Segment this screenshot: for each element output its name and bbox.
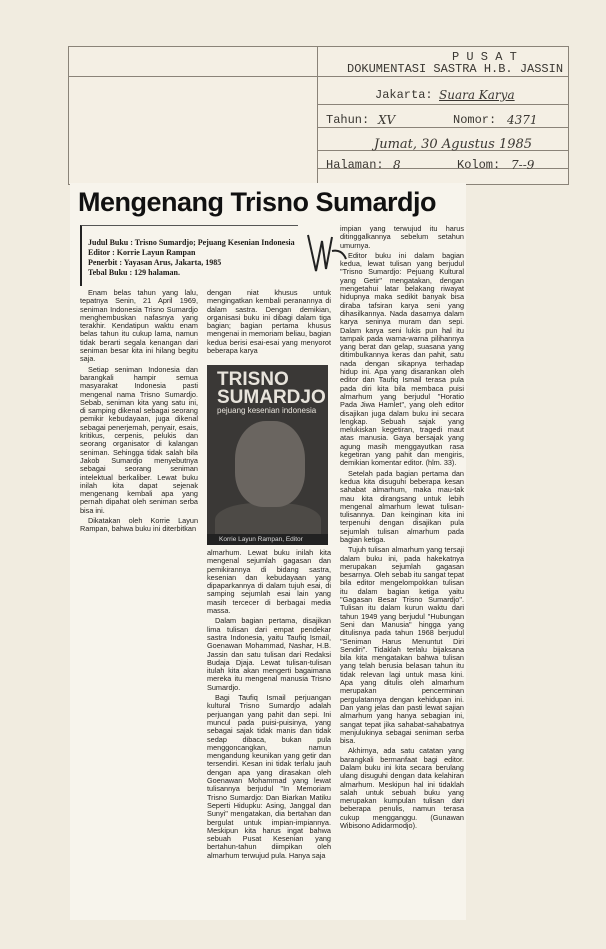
year-value: XV xyxy=(378,113,396,127)
year-label: Tahun: xyxy=(326,113,370,127)
paragraph: Editor buku ini dalam bagian kedua, lewat tulisan yang berjudul "Trisno Sumardjo: Pejuang Kultural yang Getir" mengatakan, dengan mengetahui latar belakang riwayat hidupnya maka sedikit banyak bisa diraba tafsiran karya seni yang dihasilkannya. Nada dasarnya dalam karya seninya muram dan sepi. Dalam karya seni lukis pun hal itu tampak pada warna-warna pilihannya yang berat dan gelap, suasana yang ditimbulkannya keras dan pahit, satu nada dengan sikapnya terhadap hidup ini. Apa yang disarankan oleh editor dan Taufiq Ismail terasa pula pada diri kita bila membaca puisi almarhum yang berjudul "Horatio Pada Jiwa Hamlet", yang oleh editor disajikan juga dalam buku ini secara lengkap. Sebuah sajak yang melukiskan kegetiran, tragedi maut atas manusia. Gaya bersajak yang agung masih menggayutkan rasa kegetiran yang pahit dan mengiris, demikian komentar editor. (hlm. 33). xyxy=(340,250,464,468)
cover-title: TRISNO SUMARDJO xyxy=(217,369,326,408)
cover-subtitle: pejuang kesenian indonesia xyxy=(217,406,317,415)
book-info-box xyxy=(80,225,298,286)
paragraph: dengan niat khusus untuk mengingatkan kembali peranannya di dalam sastra. Dengan demikian, organisasi buku ini dibagi dalam tiga bagian; bagian pertama khusus mengenai in memoriam beliau, bagian kedua berisi esai-esai yang menyorot beberapa karya xyxy=(207,289,331,355)
paragraph: Dalam bagian pertama, disajikan lima tulisan dari empat pendekar sastra Indonesia, yaitu Taufiq Ismail, Goenawan Mohammad, Nashar, H.B. Jassin dan satu tulisan dari Redaksi Budaja Djaja. Lewat tulisan-tulisan itulah kita akan mengerti bagaimana mereka itu mengenal manusia Trisno Sumardjo. xyxy=(207,616,331,692)
column-value: 7--9 xyxy=(511,158,535,172)
page-label: Halaman: xyxy=(326,158,384,172)
institution-line2: DOKUMENTASI SASTRA H.B. JASSIN xyxy=(347,62,564,76)
paragraph: Dikatakan oleh Korrie Layun Rampan, bahwa buku ini diterbitkan xyxy=(80,516,198,534)
article-column-2-bottom xyxy=(207,549,331,920)
article-column-2-top xyxy=(207,289,331,355)
newspaper-name: Suara Karya xyxy=(439,88,515,102)
column-label: Kolom: xyxy=(457,158,501,172)
paragraph: Bagi Taufiq Ismail perjuangan kultural Trisno Sumardjo adalah perjuangan yang pahit dan sepi. Ini muncul pada puisi-puisinya, yang sebagai sajak tidak manis dan tidak sedap dibaca, bukan pula menggoncangkan, namun mengandung keunikan yang getir dan tersendiri. Kesan ini tidak terlalu jauh dengan apa yang dirasakan oleh Goenawan Mohammad yang lewat tulisannya berjudul "In Memoriam Trisno Sumardjo: Dan Biarkan Matiku Seperti Hidupku: Asing, Janggal dan Sunyi" mengatakan, dia bertahan dan bergulat untuk impian-impiannya. Meskipun kita harus ingat bahwa sebuah Pusat Kesenian yang bertahun-tahun diimpikan oleh almarhum terwujud pula. Hanya saja xyxy=(207,693,331,860)
book-publisher: Penerbit : Yayasan Arus, Jakarta, 1985 xyxy=(88,258,222,267)
number-label: Nomor: xyxy=(453,113,497,127)
article-column-3 xyxy=(340,225,464,920)
paragraph: Setelah pada bagian pertama dan kedua kita disuguhi beberapa kesan sahabat almarhum, maka mau-tak mau kita dirangsang untuk lebih mengenal almarhum lewat tulisan-tulisannya. Dan keinginan kita ini terpenuhi dengan disajikan pula sejumlah tulisan almarhum pada bagian ketiga. xyxy=(340,468,464,544)
book-cover-photo xyxy=(207,365,328,545)
paragraph: Setiap seniman Indonesia dan barangkali hampir semua masyarakat Indonesia pasti mengenal nama Trisno Sumardjo. Sebab, seniman kita yang satu ini, di samping dikenal sebagai seorang pemikir kebudayaan, juga dikenal sebagai penerjemah, penyair, esais, kritikus, cerpenis, pelukis dan seorang organisator di kalangan seniman. Sehingga tidak salah bila Jakob Sumardjo menyebutnya sebagai seorang seniman intelektual berkaliber. Lewat buku inilah kita dapat sejenak mengenang kembali apa yang pernah dipahat oleh seniman serba bisa ini. xyxy=(80,364,198,515)
publication-date: Jumat, 30 Agustus 1985 xyxy=(374,137,533,152)
book-editor: Editor : Korrie Layun Rampan xyxy=(88,248,196,257)
book-pages: Tebal Buku : 129 halaman. xyxy=(88,268,180,277)
number-value: 4371 xyxy=(507,113,538,127)
paragraph: Tujuh tulisan almarhum yang tersaji dalam buku ini, pada hakekatnya merupakan sejumlah gagasan besarnya. Oleh sebab itu sangat tepat bila editor mengelompokkan tulisan itu dalam bagian ketiga yaitu "Gagasan Besar Trisno Sumardjo". Tulisan itu dalam kurun waktu dari tahun 1949 yang berjudul "Hubungan Seni dan Manusia" hingga yang ditulisnya pada tahun 1968 berjudul "Seniman Harus Menuntut Diri Sendiri". Tidaklah terlalu bijaksana bila kita mengatakan bahwa tulisan yang telah berusia belasan tahun itu tidak relevan lagi untuk masa kini. Apa yang ditulis oleh almarhum merupakan pencerminan pergulatannya dengan kehidupan ini. Dan yang jelas dan pasti lewat sajian almarhum yang hanya sebagian ini, sangat tepat jika sahabat-sahabatnya menjulukinya sebagai seniman serba bisa. xyxy=(340,545,464,746)
article-column-1 xyxy=(80,289,198,613)
article-headline: Mengenang Trisno Sumardjo xyxy=(78,187,437,217)
paragraph: impian yang terwujud itu harus ditinggalkannya sebelum setahun umurnya. xyxy=(340,225,464,250)
portrait-icon xyxy=(235,421,305,507)
institution-line1: P U S A T xyxy=(452,50,517,64)
city-label: Jakarta: xyxy=(375,88,433,102)
paragraph: Akhirnya, ada satu catatan yang barangkali bermanfaat bagi editor. Dalam buku ini kita secara berulang ulang disuguhi dengan data kelahiran almarhum. Meskipun hal ini tidaklah salah untuk sebuah buku yang merupakan kumpulan tulisan dari beberapa penulis, namun terasa cukup mengganggu. (Gunawan Wibisono Adidarmodjo). xyxy=(340,746,464,831)
page-value: 8 xyxy=(393,158,401,172)
paragraph: Enam belas tahun yang lalu, tepatnya Senin, 21 April 1969, seniman Indonesia Trisno Sumardjo menghembuskan nafasnya yang terakhir. Kendatipun waktu enam belas tahun itu cukup lama, namun tidak berarti segala kenangan dari seniman besar kita ini hilang begitu saja. xyxy=(80,289,198,364)
book-title: Judul Buku : Trisno Sumardjo; Pejuang Kesenian Indonesia xyxy=(88,238,295,247)
archive-index-card xyxy=(68,46,569,185)
newspaper-clipping xyxy=(70,183,466,920)
paragraph: almarhum. Lewat buku inilah kita mengenal sejumlah gagasan dan pemikirannya di bidang sastra, kesenian dan kebudayaan yang dipaparkannya di dalam tujuh esai, di samping sejumlah esai lain yang masih tercecer di berbagai media massa. xyxy=(207,549,331,616)
cover-caption: Korrie Layun Rampan, Editor xyxy=(207,534,328,545)
